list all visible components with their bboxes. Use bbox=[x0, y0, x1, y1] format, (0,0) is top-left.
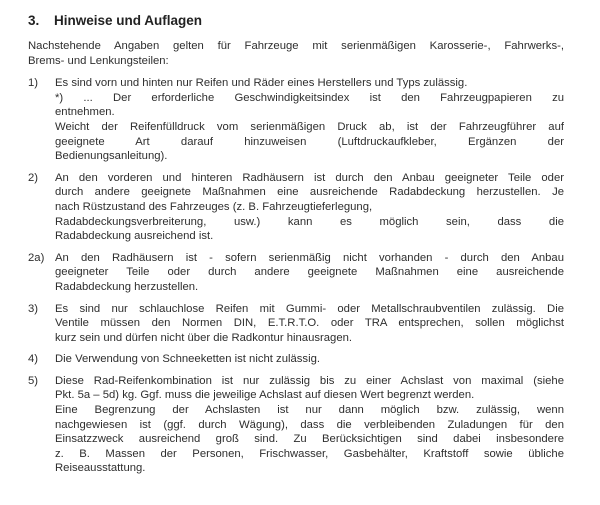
item-label: 2) bbox=[28, 171, 39, 184]
text-line: Diese Rad-Reifenkombination ist nur zulässig bis zu einer Achslast von maximal (siehe bbox=[55, 374, 564, 387]
list-item-4 bbox=[28, 352, 564, 367]
text-line: kurz sein und dürfen nicht über die Radkontur hinausragen. bbox=[55, 331, 353, 344]
text-line: geeigneter Teile oder durch andere geeignete Maßnahmen eine ausreichende bbox=[55, 266, 564, 279]
list-item-2a bbox=[28, 251, 564, 295]
item-body bbox=[55, 171, 564, 244]
text-line: durch andere geeignete Maßnahmen eine ausreichende Radabdeckung herzustellen. Je bbox=[55, 186, 564, 199]
text-line: Radabdeckung ausreichend ist. bbox=[55, 230, 214, 243]
intro-paragraph bbox=[28, 39, 564, 68]
text-line: Weicht der Reifenfülldruck vom serienmäßigen Druck ab, ist der Fahrzeugführer auf bbox=[55, 120, 564, 133]
text-line: Eine Begrenzung der Achslasten ist nur dann möglich bzw. zulässig, wenn bbox=[55, 404, 564, 417]
text-line: geeignete Art darauf hinzuweisen (Luftdruckaufkleber, Ergänzen der bbox=[55, 135, 564, 148]
list-item-2 bbox=[28, 171, 564, 244]
item-label: 4) bbox=[28, 353, 39, 366]
text-line: entnehmen. bbox=[55, 106, 115, 119]
text-line: z. B. Massen der Personen, Frischwasser, Gasbehälter, Kraftstoff sowie übliche bbox=[55, 447, 564, 460]
section-number: 3. bbox=[28, 13, 40, 28]
text-line: Die Verwendung von Schneeketten ist nicht zulässig. bbox=[55, 353, 321, 366]
section-heading bbox=[28, 12, 564, 29]
text-line: Pkt. 5a – 5d) kg. Ggf. muss die jeweilige Achslast auf diesen Wert begrenzt werden. bbox=[55, 389, 475, 402]
item-label: 3) bbox=[28, 302, 39, 315]
item-body bbox=[55, 352, 564, 367]
text-line: Es sind vorn und hinten nur Reifen und Räder eines Herstellers und Typs zulässig. bbox=[55, 77, 468, 90]
section-title: Hinweise und Auflagen bbox=[54, 13, 203, 28]
item-body bbox=[55, 251, 564, 295]
text-line: An den vorderen und hinteren Radhäusern ist durch den Anbau geeigneter Teile oder bbox=[55, 171, 564, 184]
text-line: Radabdeckungsverbreiterung, usw.) kann es möglich sein, dass die bbox=[55, 215, 564, 228]
text-line: Nachstehende Angaben gelten für Fahrzeuge mit serienmäßigen Karosserie-, Fahrwerks-, bbox=[28, 40, 564, 52]
text-line: Bedienungsanleitung). bbox=[55, 150, 168, 163]
text-line: Brems- und Lenkungsteilen: bbox=[28, 54, 169, 67]
list-item-5 bbox=[28, 374, 564, 476]
text-line: Reiseausstattung. bbox=[55, 462, 146, 475]
text-line: nach Rüstzustand des Fahrzeuges (z. B. Fahrzeugtieferlegung, bbox=[55, 200, 373, 213]
list-item-3 bbox=[28, 302, 564, 346]
text-line: An den Radhäusern ist - sofern serienmäßig nicht vorhanden - durch den Anbau bbox=[55, 251, 564, 264]
text-line: Einsatzzweck ausreichend groß sind. Zu Berücksichtigen sind dabei insbesondere bbox=[55, 433, 564, 446]
text-line: *) ... Der erforderliche Geschwindigkeitsindex ist den Fahrzeugpapieren zu bbox=[55, 91, 564, 104]
item-body bbox=[55, 374, 564, 476]
list-item-1 bbox=[28, 76, 564, 164]
item-label: 5) bbox=[28, 374, 39, 387]
item-label: 2a) bbox=[28, 251, 45, 264]
text-line: Radabdeckung herzustellen. bbox=[55, 280, 199, 293]
text-line: Ventile müssen den Normen DIN, E.T.R.T.O. oder TRA entsprechen, sollen möglichst bbox=[55, 317, 564, 330]
item-body bbox=[55, 76, 564, 164]
text-line: Es sind nur schlauchlose Reifen mit Gummi- oder Metallschraubventilen zulässig. Die bbox=[55, 302, 564, 315]
conditions-list bbox=[28, 76, 564, 476]
item-body bbox=[55, 302, 564, 346]
item-label: 1) bbox=[28, 77, 39, 90]
text-line: nachgewiesen ist (ggf. durch Wägung), dass die verbleibenden Zuladungen für den bbox=[55, 418, 564, 431]
